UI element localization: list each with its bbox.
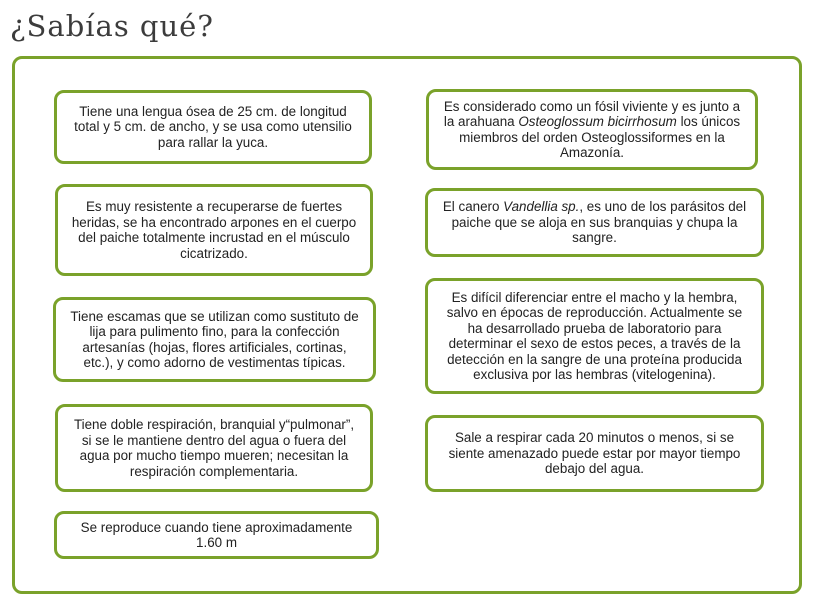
fact-card-reproduction [54,511,379,559]
fact-card-resistance [55,184,373,276]
fact-card-tongue [54,90,372,164]
fact-card-living-fossil [426,89,758,170]
fact-card-surface-breathing [425,415,764,492]
species-name: Osteoglossum bicirrhosum [518,114,677,129]
fact-text [438,199,751,246]
fact-text-part: los únicos miembros del orden Osteoglossiformes en la Amazonía. [459,114,741,160]
fact-text: Es muy resistente a recuperarse de fuertes heridas, se ha encontrado arpones en el cuerpo del paiche totalmente incrustad en el músculo cicatrizado. [71,199,357,261]
fact-text [439,99,745,161]
fact-card-sex-difference [425,278,764,394]
fact-text: Se reproduce cuando tiene aproximadamente 1.60 m [80,519,353,550]
page-title: ¿Sabías qué? [10,9,214,43]
fact-text: Tiene doble respiración, branquial y“pulmonar”, si se le mantiene dentro del agua o fuera del agua por mucho tiempo mueren; necesitan la respiración complementaria. [73,417,355,479]
fact-text: Es difícil diferenciar entre el macho y la hembra, salvo en épocas de reproducción. Actualmente se ha desarrollado prueba de laboratorio para determinar el sexo de estos peces, a través de la detección en la sangre de una proteína producida exclusiva por las hembras (vitelogenina). [446,289,743,382]
fact-text: Tiene una lengua ósea de 25 cm. de longitud total y 5 cm. de ancho, y se usa como utensilio para rallar la yuca. [74,103,352,150]
fact-card-breathing [55,404,373,492]
fact-text: Tiene escamas que se utilizan como sustituto de lija para pulimento fino, para la confección artesanías (hojas, flores artificiales, cortinas, etc.), y como adorno de vestimentas típicas. [70,308,359,370]
fact-text: Sale a respirar cada 20 minutos o menos, si se siente amenazado puede estar por mayor tiempo debajo del agua. [448,430,741,477]
fact-text-part: El canero [442,199,504,215]
species-name: Vandellia sp. [503,199,580,215]
fact-card-parasite [425,188,764,257]
fact-text-part: Es considerado como un fósil viviente y es junto a la arahuana [443,98,741,129]
fact-card-scales [53,297,376,382]
fact-text-part: , es uno de los parásitos del paiche que se aloja en sus branquias y chupa la sangre. [451,199,747,246]
